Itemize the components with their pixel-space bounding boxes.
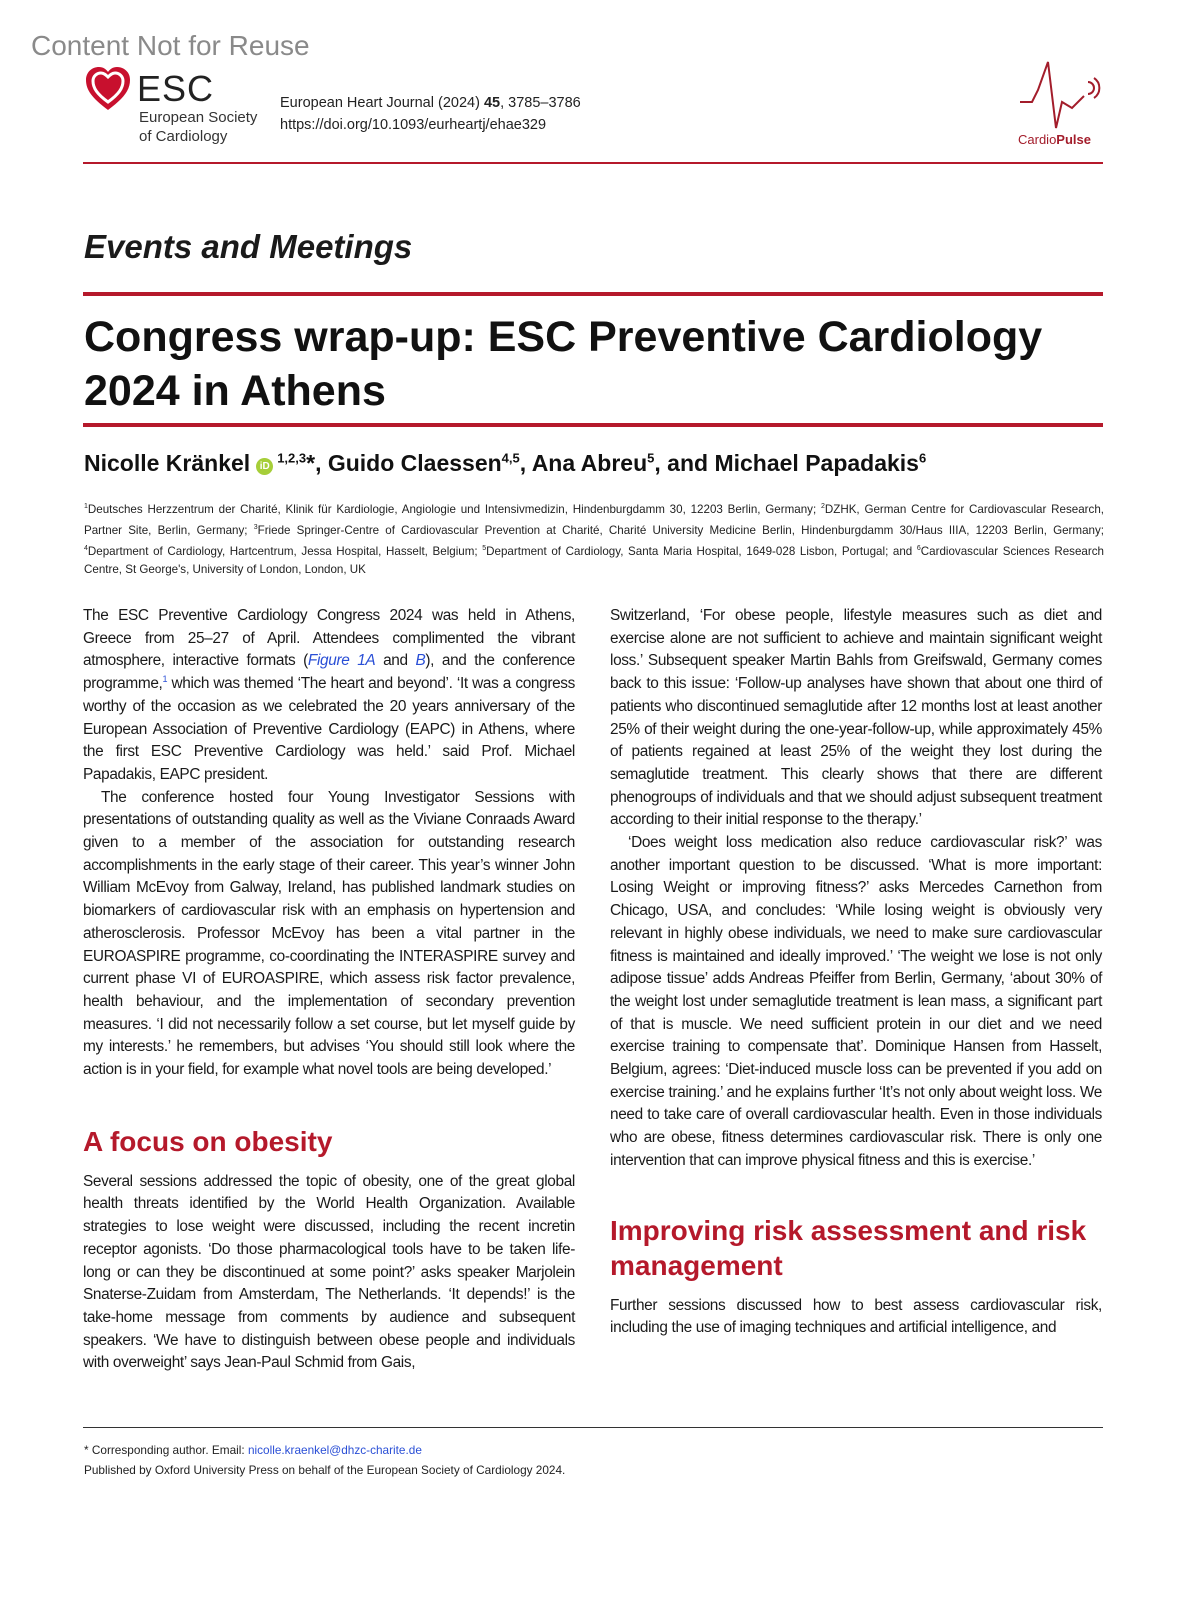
paragraph: The conference hosted four Young Investigator Sessions with presentations of outstanding quality as well as the Viviane Conraads Award given to a member of the association for outstanding research accomplishments in the early stage of their career. This year’s winner John William McEvoy from Galway, Ireland, has published landmark studies on biomarkers of cardiovascular risk with an emphasis on hypertension and atherosclerosis. Professor McEvoy has been a vital partner in the EUROASPIRE programme, co-coordinating the INTERASPIRE survey and current phase VI of EUROASPIRE, which assess risk factor prevalence, health behaviour, and the implementation of secondary prevention measures. ‘I did not necessarily follow a set course, but let myself guide by my interests.’ he remembers, but advises ‘You should still look where the action is in your field, for example what novel tools are being developed.’: [83, 788, 575, 1079]
affiliation: Department of Cardiology, Santa Maria Hospital, 1649-028 Lisbon, Portugal; and: [486, 544, 917, 558]
affiliations: [84, 498, 1104, 579]
author-affil: 4,5: [501, 450, 520, 466]
affil-number: 4: [84, 544, 88, 552]
section-label: Events and Meetings: [84, 228, 413, 265]
cardiopulse-label-a: Cardio: [1018, 132, 1057, 147]
author-separator: ,: [519, 450, 532, 476]
affiliation: Deutsches Herzzentrum der Charité, Klinik für Kardiologie, Angiologie und Intensivmedizin, Hindenburgdamm 30, 12203 Berlin, Germany;: [87, 502, 821, 516]
left-column: [83, 605, 575, 1375]
text: ), and the conference programme,: [83, 652, 576, 693]
footnotes: [84, 1440, 565, 1480]
heading-obesity: A focus on obesity: [83, 1125, 333, 1157]
paragraph: [83, 605, 575, 787]
paragraph: Further sessions discussed how to best assess cardiovascular risk, including the use of imaging techniques and artificial intelligence, and: [610, 1296, 1102, 1337]
reference-link[interactable]: 1: [162, 673, 168, 684]
affil-number: 5: [482, 544, 487, 552]
journal-pages: , 3785–3786: [500, 95, 581, 111]
affil-number: 3: [253, 523, 258, 531]
link-text: B: [415, 652, 426, 670]
esc-logo-text: ESC: [137, 68, 215, 109]
header-divider: [83, 162, 1103, 164]
author-affil: 1,2,3: [277, 450, 307, 466]
esc-logo-sub2: of Cardiology: [139, 128, 228, 145]
doi-link[interactable]: https://doi.org/10.1093/eurheartj/ehae329: [280, 117, 547, 133]
author-affil: 6: [918, 450, 927, 466]
article-title: Congress wrap-up: ESC Preventive Cardiology 2024 in Athens: [84, 313, 1043, 415]
affiliation: Cardiovascular Sciences Research Centre, St George's, University of London, London, UK: [84, 544, 1104, 576]
text: and: [375, 652, 416, 670]
publisher-note: Published by Oxford University Press on behalf of the European Society of Cardiology 2024.: [84, 1463, 566, 1477]
author-separator: ,: [315, 450, 328, 476]
watermark: Content Not for Reuse: [31, 30, 310, 61]
author-name[interactable]: Michael Papadakis: [714, 450, 919, 476]
journal-name: European Heart Journal (2024): [280, 95, 484, 111]
figure-1a-link[interactable]: [308, 652, 375, 669]
author-list: [84, 450, 926, 477]
paragraph: Switzerland, ‘For obese people, lifestyle measures such as diet and exercise alone are not sufficient to achieve and maintain significant weight loss.’ Subsequent speaker Martin Bahls from Greifswald, Germany comes back to this issue: ‘Follow-up analyses have shown that about one third of patients who discontinued semaglutide after 12 months lost at least another 25% of their weight during the one-year-follow-up, while approximately 45% of patients regained at least 25% of the weight they lost during the semaglutide treatment. This clearly shows that there are different phenogroups of individuals and that we should adjust subsequent treatment according to their initial response to the therapy.’: [610, 607, 1102, 829]
footnote-divider: [83, 1427, 1103, 1428]
affil-number: 2: [820, 503, 825, 510]
cardiopulse-label-b: Pulse: [1056, 132, 1091, 147]
email-link[interactable]: nicolle.kraenkel@dhzc-charite.de: [247, 1443, 422, 1457]
esc-logo: [84, 66, 274, 156]
text: which was themed ‘The heart and beyond’. ‘It was a congress worthy of the occasion as we celebrated the 20 years anniversary of the European Association of Preventive Cardiology (EAPC) in Athens, where the first ESC Preventive Cardiology was held.’ said Prof. Michael Papadakis, EAPC president.: [83, 675, 575, 783]
affiliation: Friede Springer-Centre of Cardiovascular Prevention at Charité, Charité University Medicine Berlin, Hindenburgdamm 30/Haus IIIA, 12203 Berlin, Germany;: [257, 523, 1104, 537]
author-name[interactable]: Nicolle Kränkel: [84, 450, 251, 476]
author-separator: , and: [654, 450, 715, 476]
orcid-icon[interactable]: iD: [256, 458, 273, 475]
journal-citation: [280, 92, 581, 136]
link-text: Figure 1A: [307, 652, 376, 670]
esc-logo-sub1: European Society: [139, 109, 258, 126]
figure-1b-link[interactable]: [415, 652, 425, 669]
journal-volume: 45: [483, 95, 501, 111]
affiliation: Department of Cardiology, Hartcentrum, Jessa Hospital, Hasselt, Belgium;: [87, 544, 483, 558]
affiliation: DZHK, German Centre for Cardiovascular Research, Partner Site, Berlin, Germany;: [84, 502, 1104, 537]
heart-icon: [84, 66, 132, 112]
corresponding-label: * Corresponding author. Email:: [84, 1443, 248, 1457]
paragraph: ‘Does weight loss medication also reduce cardiovascular risk?’ was another important question to be discussed. ‘What is more important: Losing Weight or improving fitness?’ asks Mercedes Carnethon from Chicago, USA, and concludes: ‘While losing weight is obviously very relevant in highly obese individuals, we need to make sure cardiovascular fitness is maintained and ideally improved.’ ‘The weight we lose is not only adipose tissue’ adds Andreas Pfeiffer from Berlin, Germany, ‘about 30% of the weight lost under semaglutide treatment is lean mass, a significant part of that is muscle. We need sufficient protein in our diet and we need exercise training to compensate that’. Dominique Hansen from Hasselt, Belgium, agrees: ‘Diet-induced muscle loss can be prevented if you add on exercise training.’ and he explains further ‘It’s not only about weight loss. We need to take care of overall cardiovascular health. Even in those individuals who are obese, fitness determines cardiovascular risk. There is only one intervention that can improve physical fitness and this is exercise.’: [610, 834, 1102, 1169]
affil-number: 1: [84, 503, 88, 510]
text: The ESC Preventive Cardiology Congress 2024 was held in Athens, Greece from 25–27 of April. Attendees complimented the vibrant atmosphere, interactive formats (: [83, 607, 575, 670]
heading-risk: Improving risk assessment and risk management: [610, 1214, 1087, 1281]
pulse-icon: [1014, 60, 1106, 130]
right-column: [610, 605, 1102, 1340]
affil-number: 6: [916, 544, 921, 552]
author-name[interactable]: Ana Abreu: [531, 450, 648, 476]
cardiopulse-logo: [1014, 60, 1106, 152]
title-top-rule: [83, 292, 1103, 296]
paragraph: Several sessions addressed the topic of obesity, one of the great global health threats identified by the World Health Organization. Available strategies to lose weight were discussed, including the recent incretin receptor agonists. ‘Do those pharmacological tools have to be taken life-long or can they be discontinued at some point?’ asks speaker Marjolein Snaterse-Zuidam from Amsterdam, The Netherlands. ‘It depends!’ is the take-home message from comments by audience and subsequent speakers. ‘We have to distinguish between obese people and individuals with overweight’ says Jean-Paul Schmid from Gais,: [83, 1172, 575, 1372]
corresponding-mark: *: [306, 450, 316, 476]
author-affil: 5: [647, 450, 655, 466]
author-name[interactable]: Guido Claessen: [327, 450, 502, 476]
title-bottom-rule: [83, 423, 1103, 427]
